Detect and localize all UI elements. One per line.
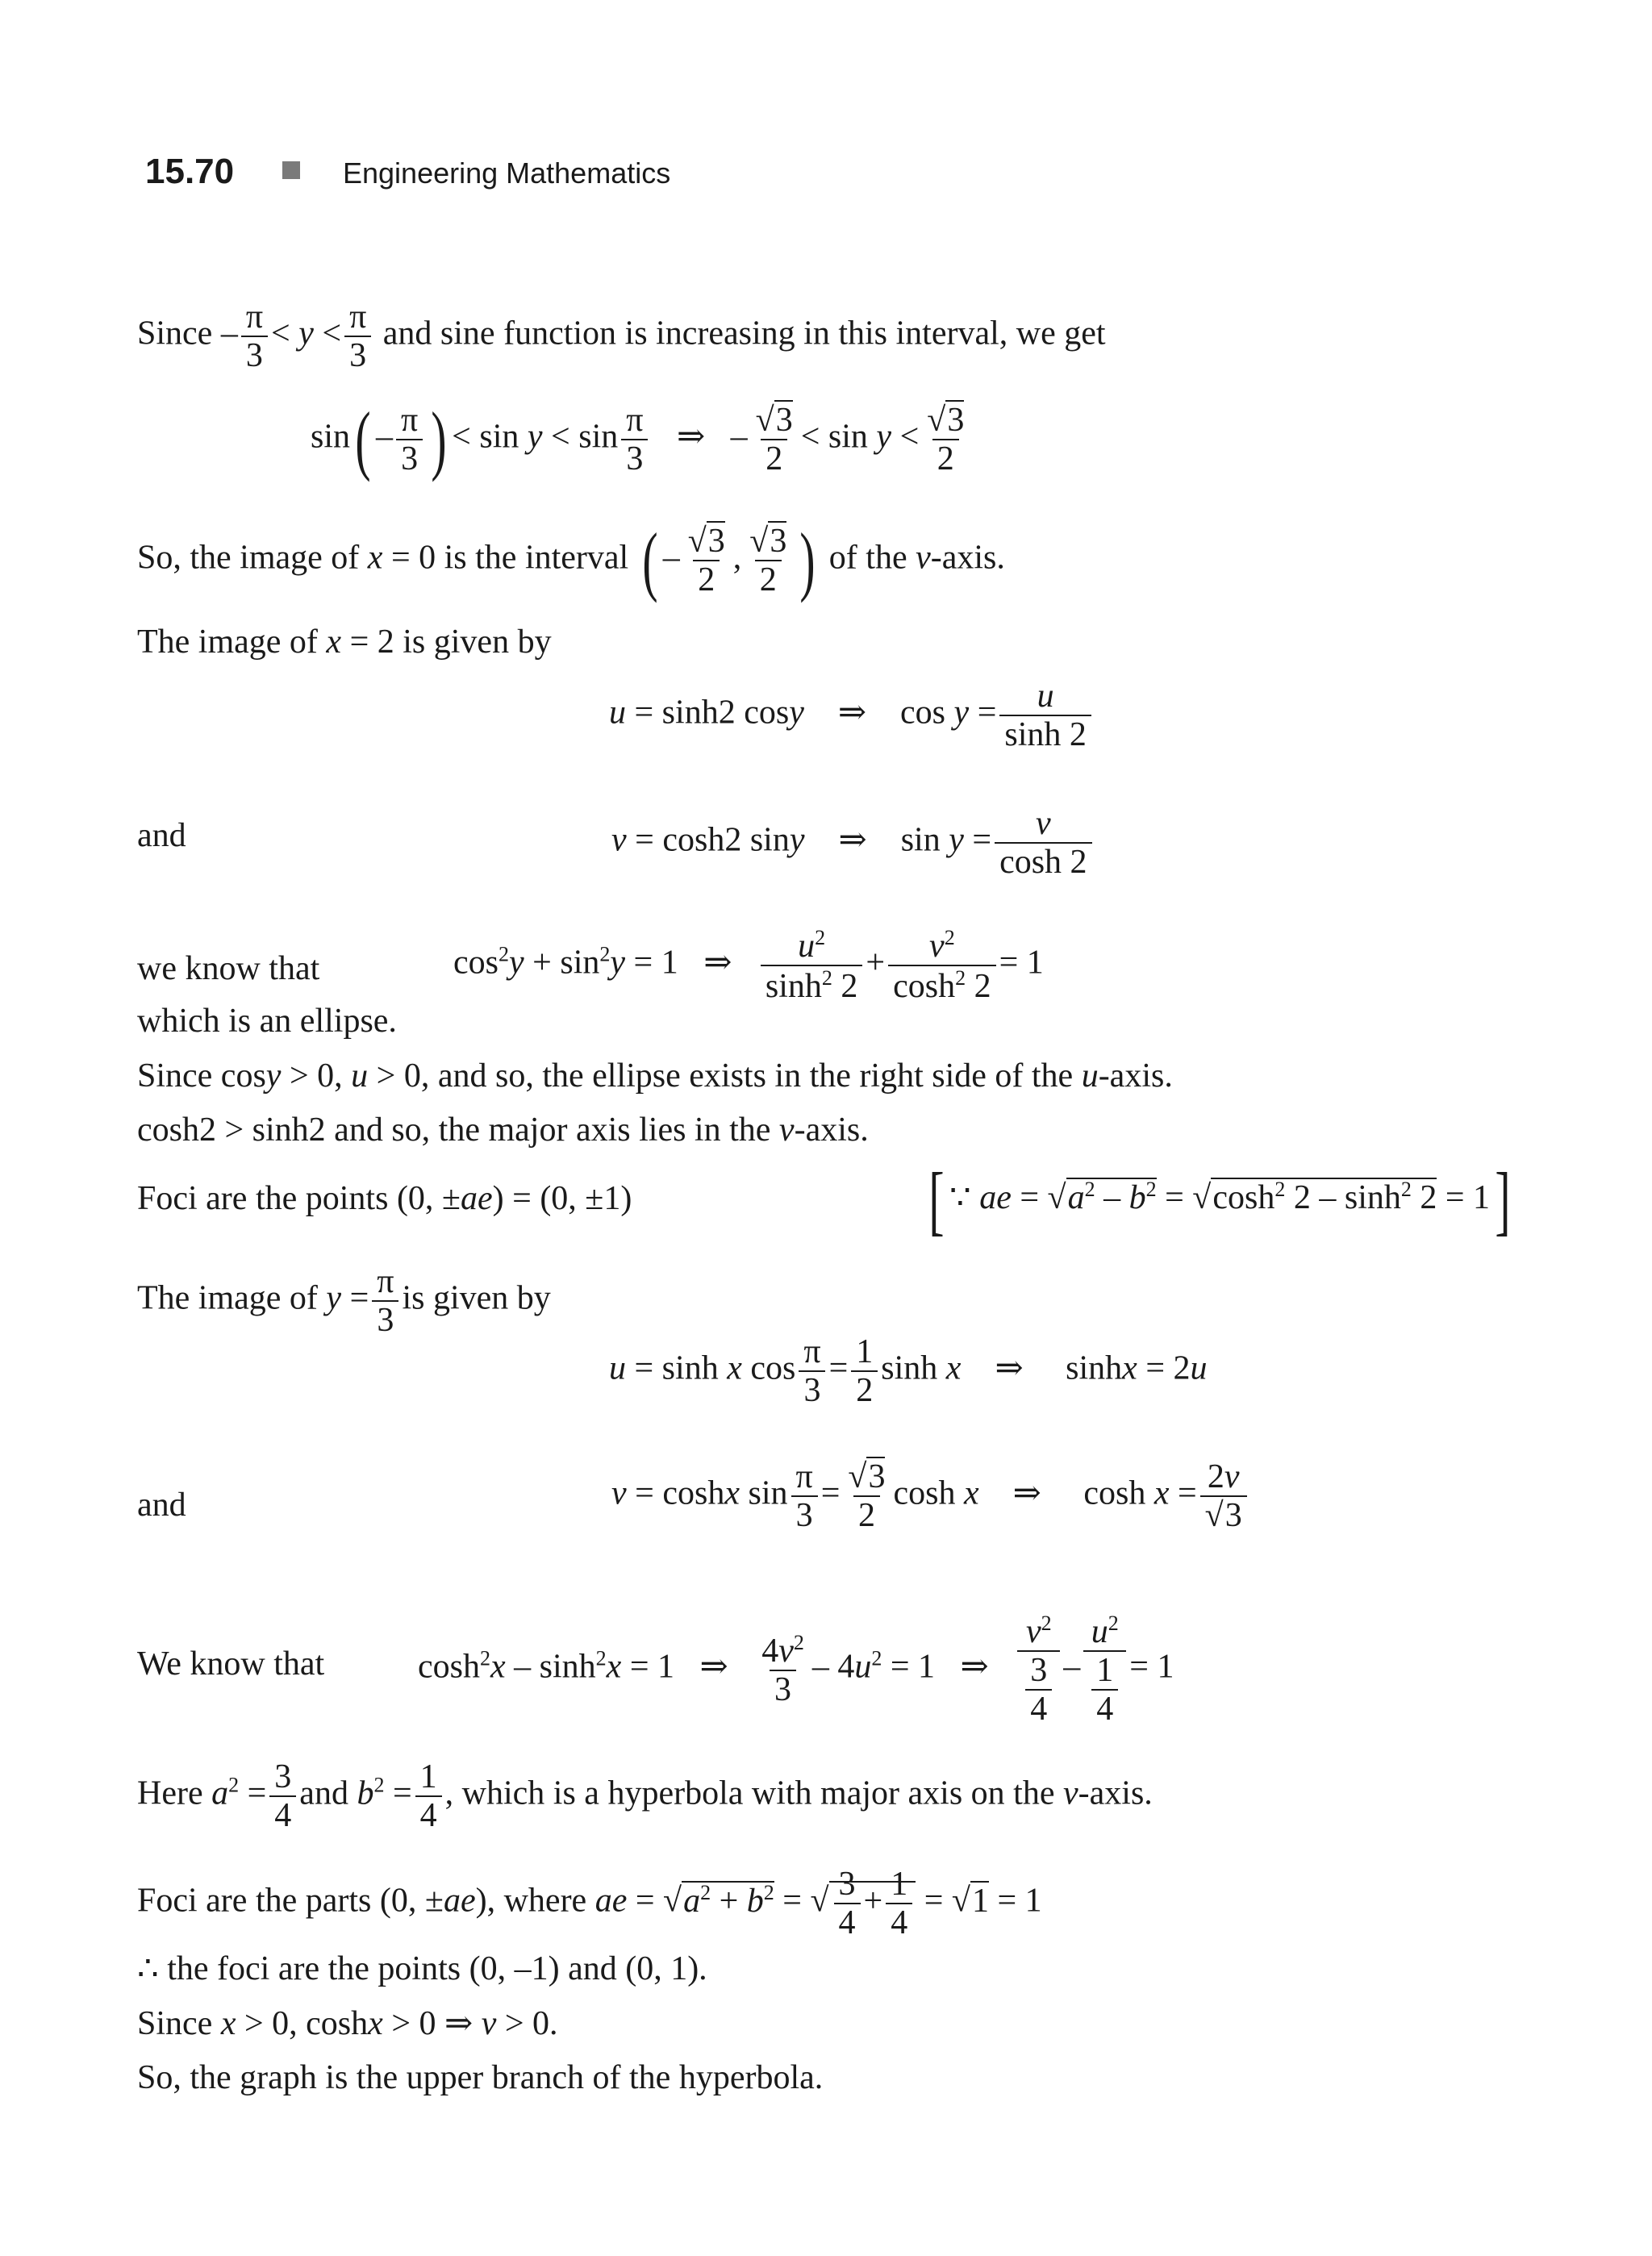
foci-justification: [ ∵ ae = $√a^2 - b^2 = √\cosh^2$ $2 - \sinh^2 2 = 1$] — [928, 1157, 1511, 1243]
u-eqn: u = sinh2 cosy ⇒ cos y = $\frac{u}{\sinh 2}$ — [609, 679, 1095, 752]
hyperbola-eqn: $\cosh^2x - \sinh^2x = 1$ ⇒ $\frac{4v^2}{3}$ – $4u^2 = 1$ ⇒ $\frac{v^2}{\frac{3}{4}}$ – $\frac{u^2}{\frac{1}{4}}$ = 1 — [418, 1612, 1174, 1728]
foci-ellipse: Foci are the points (0, ±ae) = (0, ±1) — [137, 1180, 632, 1217]
foci-hyperbola: Foci are the parts (0, ±ae), where ae = $√a^2 + b^2$ = √ $\frac{3}{4}$ + $\frac{1}{4}$ = √1 = 1 — [137, 1866, 1042, 1941]
image-x0: So, the image of x = 0 is the interval ( – $\frac{√3}{2}$ , $\frac{√3}{2}$ ) of the v-axis. — [137, 516, 1005, 603]
and-2: and — [137, 1487, 186, 1524]
sine-inequality: sin( – $\frac{\pi}{3}$ ) < sin y < sin $\frac{\pi}{3}$ ⇒ – $\frac{√3}{2}$ < sin y < $\frac{√3}{2}$ — [311, 395, 965, 482]
and-1: and — [137, 817, 186, 854]
header-square-icon — [282, 161, 300, 179]
upper-branch-note: So, the graph is the upper branch of the hyperbola. — [137, 2059, 824, 2096]
line-interval: Since – $\frac{\pi}{3}$ < y < $\frac{\pi}{3}$ and sine function is increasing in this interval, we get — [137, 298, 1106, 374]
right-side-note: Since cosy > 0, u > 0, and so, the ellipse exists in the right side of the u-axis. — [137, 1057, 1173, 1095]
v-positive-note: Since x > 0, coshx > 0 ⇒ v > 0. — [137, 2005, 558, 2042]
v-eqn: v = cosh2 siny ⇒ sin y = $\frac{v}{\cosh 2}$ — [611, 807, 1095, 879]
v-coshx-eqn: v = coshx sin $\frac{\pi}{3}$ = $\frac{√3}{2}$ cosh x ⇒ cosh x = $\frac{2v}{√3}$ — [611, 1460, 1250, 1532]
page-number: 15.70 — [145, 152, 235, 191]
foci-conclusion: ∴ the foci are the points (0, –1) and (0, 1). — [137, 1950, 707, 1987]
image-x2: The image of x = 2 is given by — [137, 623, 552, 661]
ellipse-note: which is an ellipse. — [137, 1003, 397, 1040]
hyperbola-params: Here $a^2$ = $\frac{3}{4}$ and $b^2$ = $\frac{1}{4}$ , which is a hyperbola with major axis on the v-axis. — [137, 1758, 1153, 1834]
book-title: Engineering Mathematics — [343, 156, 671, 190]
we-know-that-2: We know that — [137, 1645, 325, 1683]
ellipse-eqn: $\cos^2y + \sin^2y = 1$ ⇒ $\frac{u^2}{\sinh^2 2}$ + $\frac{v^2}{\cosh^2 2}$ = 1 — [453, 926, 1044, 1005]
image-y: The image of y = $\frac{\pi}{3}$ is given by — [137, 1263, 551, 1339]
major-axis-note: cosh2 > sinh2 and so, the major axis lies in the v-axis. — [137, 1111, 869, 1149]
we-know-that: we know that — [137, 950, 320, 987]
u-sinhx-eqn: u = sinh x cos $\frac{\pi}{3}$ = $\frac{1}{2}$ sinh x ⇒ sinhx = 2u — [609, 1333, 1208, 1409]
